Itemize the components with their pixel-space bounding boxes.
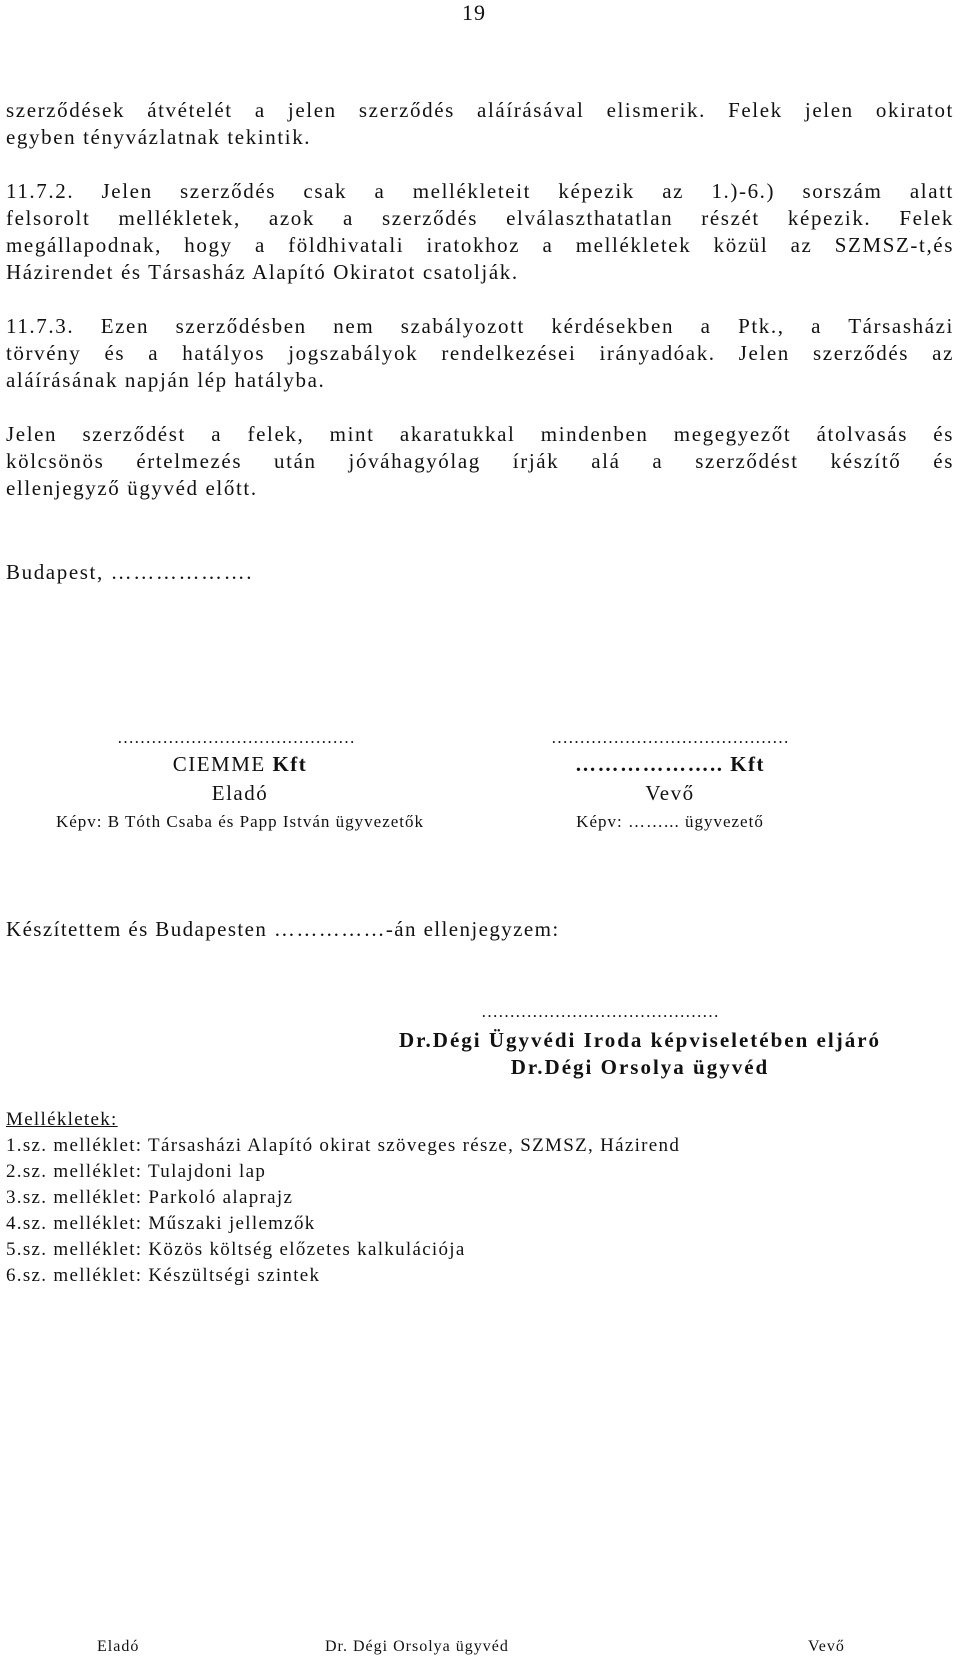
text-line: kölcsönös értelmezés után jóváhagyólag írják alá a szerződést készítő és [6, 449, 954, 473]
seller-signature-block [0, 728, 480, 832]
buyer-signature-block [490, 728, 850, 832]
buyer-representative: Képv: ……... ügyvezető [576, 812, 764, 831]
page-number: 19 [462, 0, 486, 25]
list-item: 1.sz. melléklet: Társasházi Alapító okirat szöveges része, SZMSZ, Házirend [6, 1135, 681, 1156]
paragraph-contract-acceptance [6, 97, 954, 151]
footer-buyer: Vevő [808, 1638, 845, 1655]
attachments-list [6, 1107, 680, 1289]
list-item: 4.sz. melléklet: Műszaki jellemzők [6, 1213, 316, 1234]
seller-company-name: CIEMME [172, 752, 266, 776]
list-item: 5.sz. melléklet: Közös költség előzetes kalkulációja [6, 1239, 466, 1260]
seller-role: Eladó [211, 781, 269, 805]
seller-representative: Képv: B Tóth Csaba és Papp István ügyvezetők [55, 812, 425, 831]
seller-company-suffix: Kft [272, 752, 308, 776]
buyer-role: Vevő [645, 781, 695, 805]
lawyer-name: Dr.Dégi Orsolya ügyvéd [510, 1055, 770, 1079]
signature-dots: …………………………………… [481, 1002, 719, 1021]
attachments-heading: Mellékletek: [6, 1109, 118, 1130]
countersign-line: Készítettem és Budapesten ……………-án ellenjegyzem: [6, 917, 560, 941]
text-line: felsorolt mellékletek, azok a szerződés elválaszthatatlan részét képezik. Felek [6, 206, 954, 230]
text-line: egyben tényvázlatnak tekintik. [6, 125, 312, 149]
text-line: aláírásának napján lép hatályba. [6, 368, 326, 392]
list-item: 3.sz. melléklet: Parkoló alaprajz [6, 1187, 294, 1208]
place-date: Budapest, ………………. [6, 560, 254, 584]
list-item: 2.sz. melléklet: Tulajdoni lap [6, 1161, 267, 1182]
list-item: 6.sz. melléklet: Készültségi szintek [6, 1265, 321, 1286]
signature-dots: …………………………………… [117, 728, 355, 747]
text-line: szerződések átvételét a jelen szerződés aláírásával elismerik. Felek jelen okiratot [6, 98, 954, 122]
paragraph-11-7-3 [6, 313, 954, 394]
text-line: 11.7.3. Ezen szerződésben nem szabályozott kérdésekben a Ptk., a Társasházi [6, 314, 954, 338]
signature-dots: …………………………………… [551, 728, 789, 747]
footer-seller: Eladó [97, 1638, 140, 1655]
paragraph-signing-statement [6, 421, 954, 502]
text-line: megállapodnak, hogy a földhivatali iratokhoz a mellékletek közül az SZMSZ-t,és [6, 233, 954, 257]
lawyer-office: Dr.Dégi Ügyvédi Iroda képviseletében eljáró [398, 1028, 882, 1052]
lawyer-signature-block [370, 1002, 910, 1080]
text-line: 11.7.2. Jelen szerződés csak a mellékleteit képezik az 1.)-6.) sorszám alatt [6, 179, 954, 203]
footer-lawyer: Dr. Dégi Orsolya ügyvéd [325, 1638, 509, 1655]
text-line: ellenjegyző ügyvéd előtt. [6, 476, 258, 500]
text-line: törvény és a hatályos jogszabályok rendelkezései irányadóak. Jelen szerződés az [6, 341, 954, 365]
paragraph-11-7-2 [6, 178, 954, 286]
seller-company [0, 752, 480, 777]
text-line: Jelen szerződést a felek, mint akaratukkal mindenben megegyezőt átolvasás és [6, 422, 954, 446]
text-line: Házirendet és Társasház Alapító Okiratot csatolják. [6, 260, 519, 284]
buyer-company: ……………….. Kft [574, 752, 766, 776]
